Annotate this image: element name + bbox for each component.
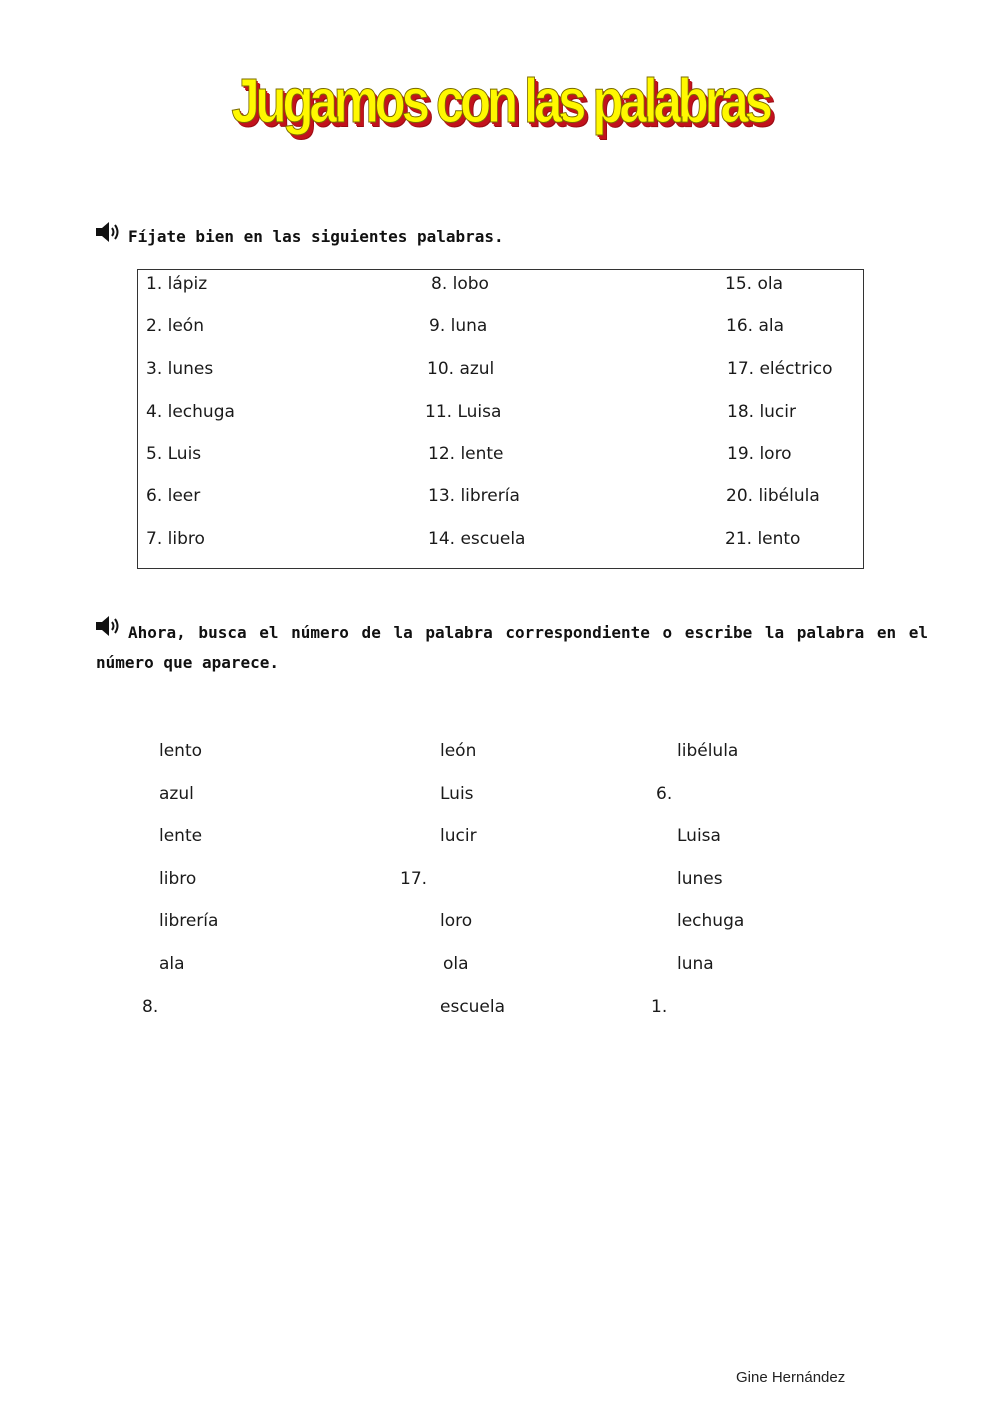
exercise-item: lunes xyxy=(677,869,723,889)
list-item: 4. lechuga xyxy=(146,402,235,422)
exercise-item: león xyxy=(440,741,477,761)
list-item: 1. lápiz xyxy=(146,274,208,294)
list-item: 15. ola xyxy=(725,274,783,294)
list-item: 10. azul xyxy=(427,359,495,379)
instruction-1: Fíjate bien en las siguientes palabras. xyxy=(128,227,504,246)
exercise-item: luna xyxy=(677,954,714,974)
exercise-item: lento xyxy=(159,741,203,761)
list-item: 13. librería xyxy=(428,486,520,506)
exercise-item: Luisa xyxy=(677,826,721,846)
exercise-item: lente xyxy=(159,826,203,846)
list-item: 11. Luisa xyxy=(425,402,502,422)
word-list-box xyxy=(137,269,864,569)
exercise-item: 17. xyxy=(400,869,428,889)
list-item: 12. lente xyxy=(428,444,504,464)
exercise-item: ala xyxy=(159,954,185,974)
exercise-item: loro xyxy=(440,911,473,931)
exercise-item: lechuga xyxy=(677,911,745,931)
list-item: 19. loro xyxy=(727,444,792,464)
exercise-item: libélula xyxy=(677,741,739,761)
exercise-item: 6. xyxy=(656,784,673,804)
exercise-item: escuela xyxy=(440,997,506,1017)
speaker-icon[interactable] xyxy=(95,220,121,244)
instruction-2: Ahora, busca el número de la palabra correspondiente o escribe la palabra en el número que aparece. xyxy=(96,623,928,672)
list-item: 17. eléctrico xyxy=(727,359,833,379)
list-item: 3. lunes xyxy=(146,359,214,379)
list-item: 7. libro xyxy=(146,529,205,549)
exercise-item: azul xyxy=(159,784,194,804)
exercise-item: librería xyxy=(159,911,219,931)
list-item: 16. ala xyxy=(726,316,784,336)
exercise-item: 1. xyxy=(651,997,668,1017)
list-item: 6. leer xyxy=(146,486,201,506)
exercise-item: 8. xyxy=(142,997,159,1017)
exercise-item: lucir xyxy=(440,826,477,846)
list-item: 20. libélula xyxy=(726,486,820,506)
list-item: 9. luna xyxy=(429,316,488,336)
author-signature: Gine Hernández xyxy=(736,1369,846,1386)
exercise-item: ola xyxy=(443,954,469,974)
exercise-item: Luis xyxy=(440,784,474,804)
list-item: 8. lobo xyxy=(431,274,489,294)
list-item: 18. lucir xyxy=(727,402,796,422)
list-item: 21. lento xyxy=(725,529,801,549)
page-title: Jugamos con las palabras xyxy=(231,67,769,136)
list-item: 14. escuela xyxy=(428,529,526,549)
exercise-item: libro xyxy=(159,869,197,889)
list-item: 2. león xyxy=(146,316,204,336)
list-item: 5. Luis xyxy=(146,444,202,464)
